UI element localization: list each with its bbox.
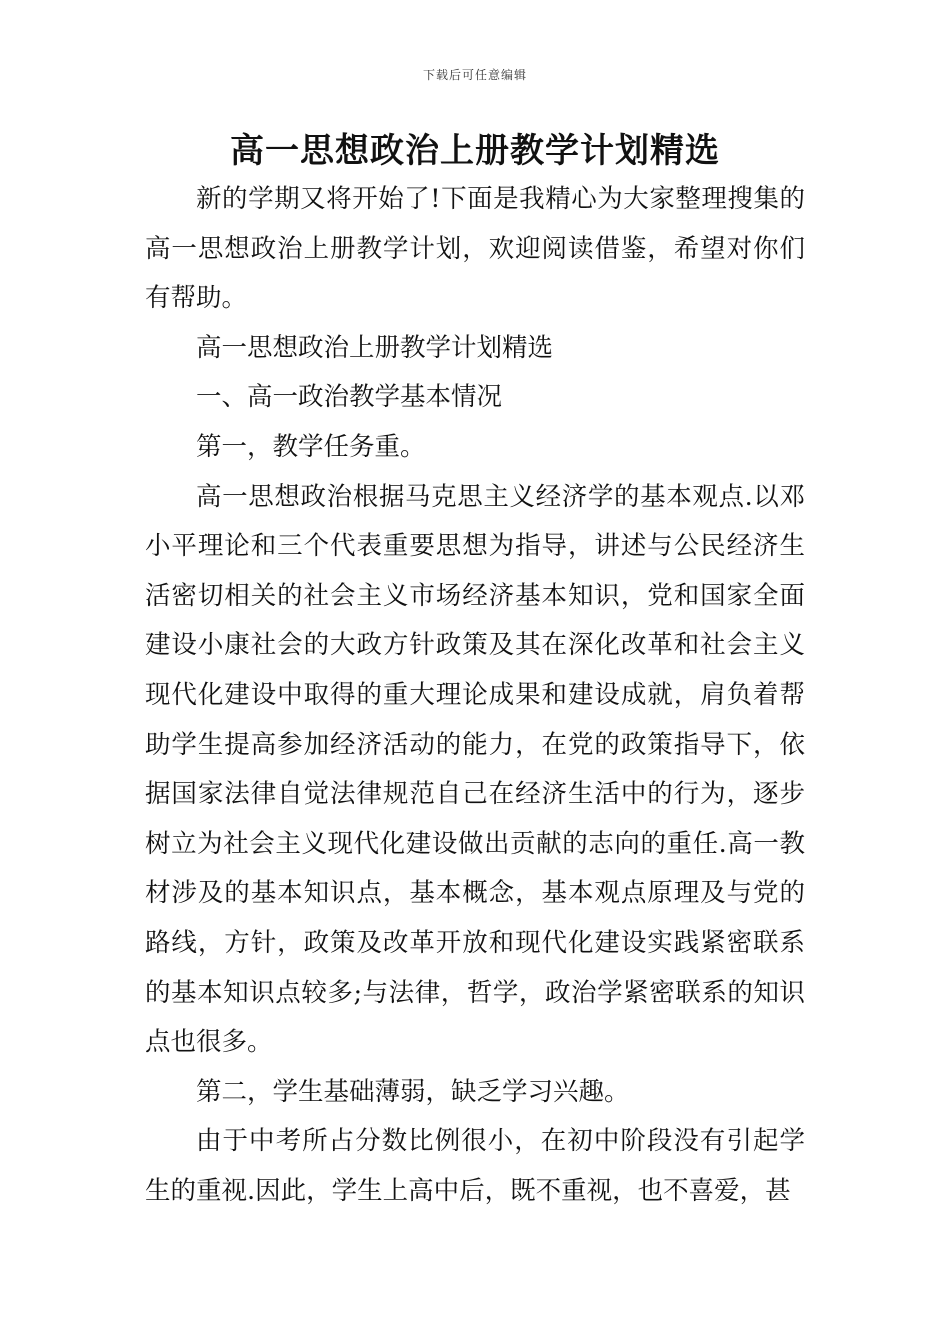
document-title: 高一思想政治上册教学计划精选: [230, 131, 720, 171]
header-note: 下载后可任意编辑: [422, 68, 527, 82]
paragraph-subtitle: 高一思想政治上册教学计划精选: [196, 332, 554, 363]
section-heading: 一、高一政治教学基本情况: [196, 382, 503, 413]
paragraph-intro: 新的学期又将开始了!下面是我精心为大家整理搜集的高一思想政治上册教学计划，欢迎阅读借鉴，希望对你们有帮助。: [145, 184, 805, 314]
paragraph-body-1: 高一思想政治根据马克思主义经济学的基本观点.以邓小平理论和三个代表重要思想为指导，讲述与公民经济生活密切相关的社会主义市场经济基本知识，党和国家全面建设小康社会的大政方针政策及其在深化改革和社会主义现代化建设中取得的重大理论成果和建设成就，肩负着帮助学生提高参加经济活动的能力，在党的政策指导下，依据国家法律自觉法律规范自己在经济生活中的行为，逐步树立为社会主义现代化建设做出贡献的志向的重任.高一教材涉及的基本知识点，基本概念，基本观点原理及与党的路线，方针，政策及改革开放和现代化建设实践紧密联系的基本知识点较多;与法律，哲学，政治学紧密联系的知识点也很多。: [145, 481, 805, 1058]
point-heading-2: 第二，学生基础薄弱，缺乏学习兴趣。: [196, 1076, 630, 1107]
document-body: [145, 175, 805, 1216]
paragraph-body-2: 由于中考所占分数比例很小，在初中阶段没有引起学生的重视.因此，学生上高中后，既不重视，也不喜爱，甚: [145, 1126, 805, 1206]
point-heading-1: 第一，教学任务重。: [196, 431, 426, 462]
